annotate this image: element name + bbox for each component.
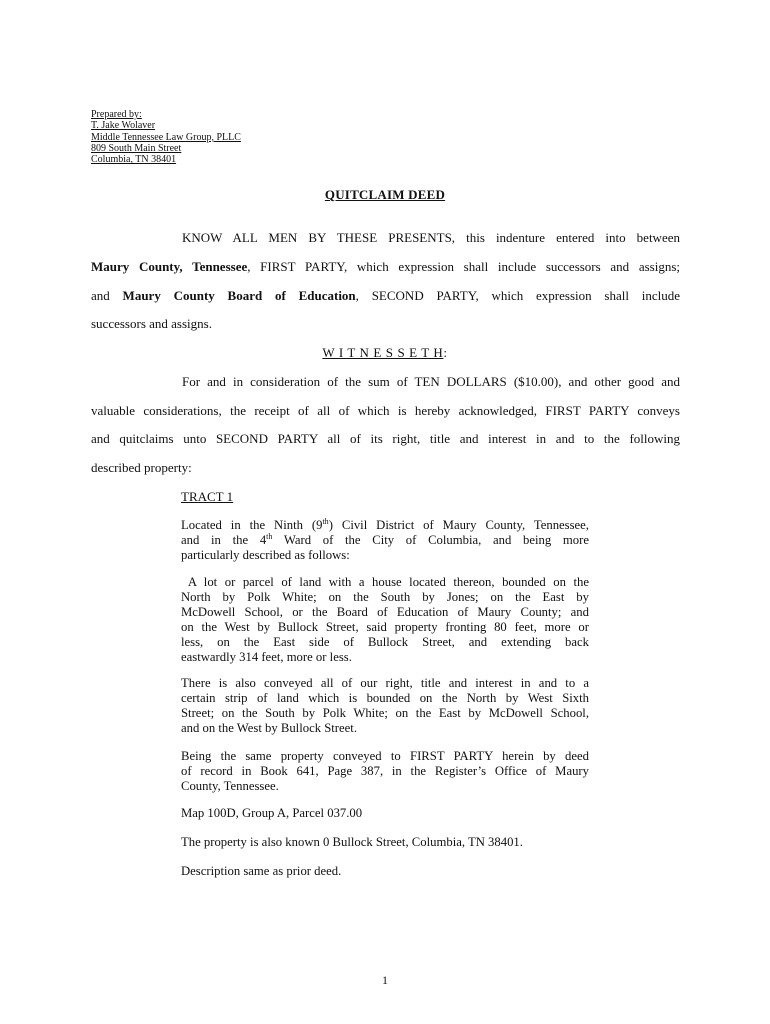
tract-location-text: Ward of the City of Columbia, and being more (272, 532, 589, 547)
preparer-block (91, 109, 241, 165)
tract-boundary-line: North by Polk White; on the South by Jones; on the East by (181, 589, 589, 604)
second-party-text: , SECOND PARTY, which expression shall include (355, 288, 680, 303)
tract-heading: TRACT 1 (181, 489, 234, 504)
tract-location-line-1 (181, 518, 589, 533)
property-address-text: The property is also known 0 Bullock Street, Columbia, TN 38401. (181, 835, 523, 849)
witnesseth-colon: : (443, 345, 448, 360)
preparer-label: Prepared by: (91, 109, 142, 120)
tract-boundary-line: eastwardly 314 feet, more or less. (181, 649, 352, 664)
tract-source-line: County, Tennessee. (181, 778, 279, 793)
second-party-name: Maury County Board of Education (122, 288, 356, 303)
tract-map-reference (181, 806, 589, 821)
intro-line-3 (91, 288, 680, 304)
tract-source-paragraph (181, 749, 589, 794)
description-note-text: Description same as prior deed. (181, 864, 342, 878)
intro-line-3-pre: and (91, 288, 123, 303)
intro-line-1: KNOW ALL MEN BY THESE PRESENTS, this indenture entered into between (182, 230, 680, 245)
tract-source-line: of record in Book 641, Page 387, in the Register’s Office of Maury (181, 763, 589, 778)
first-party-name: Maury County, Tennessee (91, 259, 248, 274)
tract-boundary-line: McDowell School, or the Board of Education of Maury County; and (181, 604, 589, 619)
consideration-line-4: described property: (91, 460, 192, 475)
intro-line-2 (91, 259, 680, 275)
tract-boundary-paragraph (181, 575, 589, 664)
preparer-street: 809 South Main Street (91, 142, 182, 154)
tract-boundary-line: on the West by Bullock Street, said property fronting 80 feet, more or (181, 619, 589, 634)
map-parcel-text: Map 100D, Group A, Parcel 037.00 (181, 806, 363, 820)
witnesseth-word: W I T N E S S E T H (322, 345, 444, 360)
intro-line-4: successors and assigns. (91, 316, 212, 331)
tract-strip-line: There is also conveyed all of our right, title and interest in and to a (181, 676, 589, 690)
tract-location-text: Located in the Ninth (9 (181, 518, 323, 532)
ordinal-suffix: th (266, 531, 273, 541)
tract-address (181, 835, 589, 850)
tract-strip-line: certain strip of land which is bounded on the North by West Sixth (181, 690, 589, 705)
first-party-text: , FIRST PARTY, which expression shall include successors and assigns; (247, 259, 680, 274)
tract-source-line: Being the same property conveyed to FIRST PARTY herein by deed (181, 749, 589, 763)
tract-strip-line: Street; on the South by Polk White; on the East by McDowell School, (181, 705, 589, 720)
tract-boundary-line: A lot or parcel of land with a house located thereon, bounded on the (181, 575, 589, 589)
witnesseth-heading (0, 345, 770, 361)
preparer-city: Columbia, TN 38401 (91, 154, 177, 166)
tract-boundary-line: less, on the East side of Bullock Street, and extending back (181, 634, 589, 649)
page-number: 1 (382, 973, 388, 987)
consideration-line-3: and quitclaims unto SECOND PARTY all of its right, title and interest in and to the following (91, 431, 680, 446)
preparer-firm: Middle Tennessee Law Group, PLLC (91, 131, 241, 143)
tract-location-text: and in the 4 (181, 532, 267, 547)
consideration-line-2: valuable considerations, the receipt of all of which is hereby acknowledged, FIRST PARTY conveys (91, 403, 680, 418)
consideration-line-1: For and in consideration of the sum of TEN DOLLARS ($10.00), and other good and (182, 374, 680, 389)
document-title: QUITCLAIM DEED (324, 187, 446, 202)
tract-location-line-2 (181, 533, 589, 548)
tract-description-note (181, 864, 589, 879)
ordinal-suffix: th (322, 516, 329, 526)
tract-location-text: ) Civil District of Maury County, Tennessee, (328, 518, 589, 532)
tract-location-line-3: particularly described as follows: (181, 547, 350, 562)
tract-strip-line: and on the West by Bullock Street. (181, 720, 357, 735)
tract-strip-paragraph (181, 676, 589, 736)
preparer-name: T. Jake Wolaver (91, 120, 156, 132)
tract-location-paragraph (181, 518, 589, 563)
